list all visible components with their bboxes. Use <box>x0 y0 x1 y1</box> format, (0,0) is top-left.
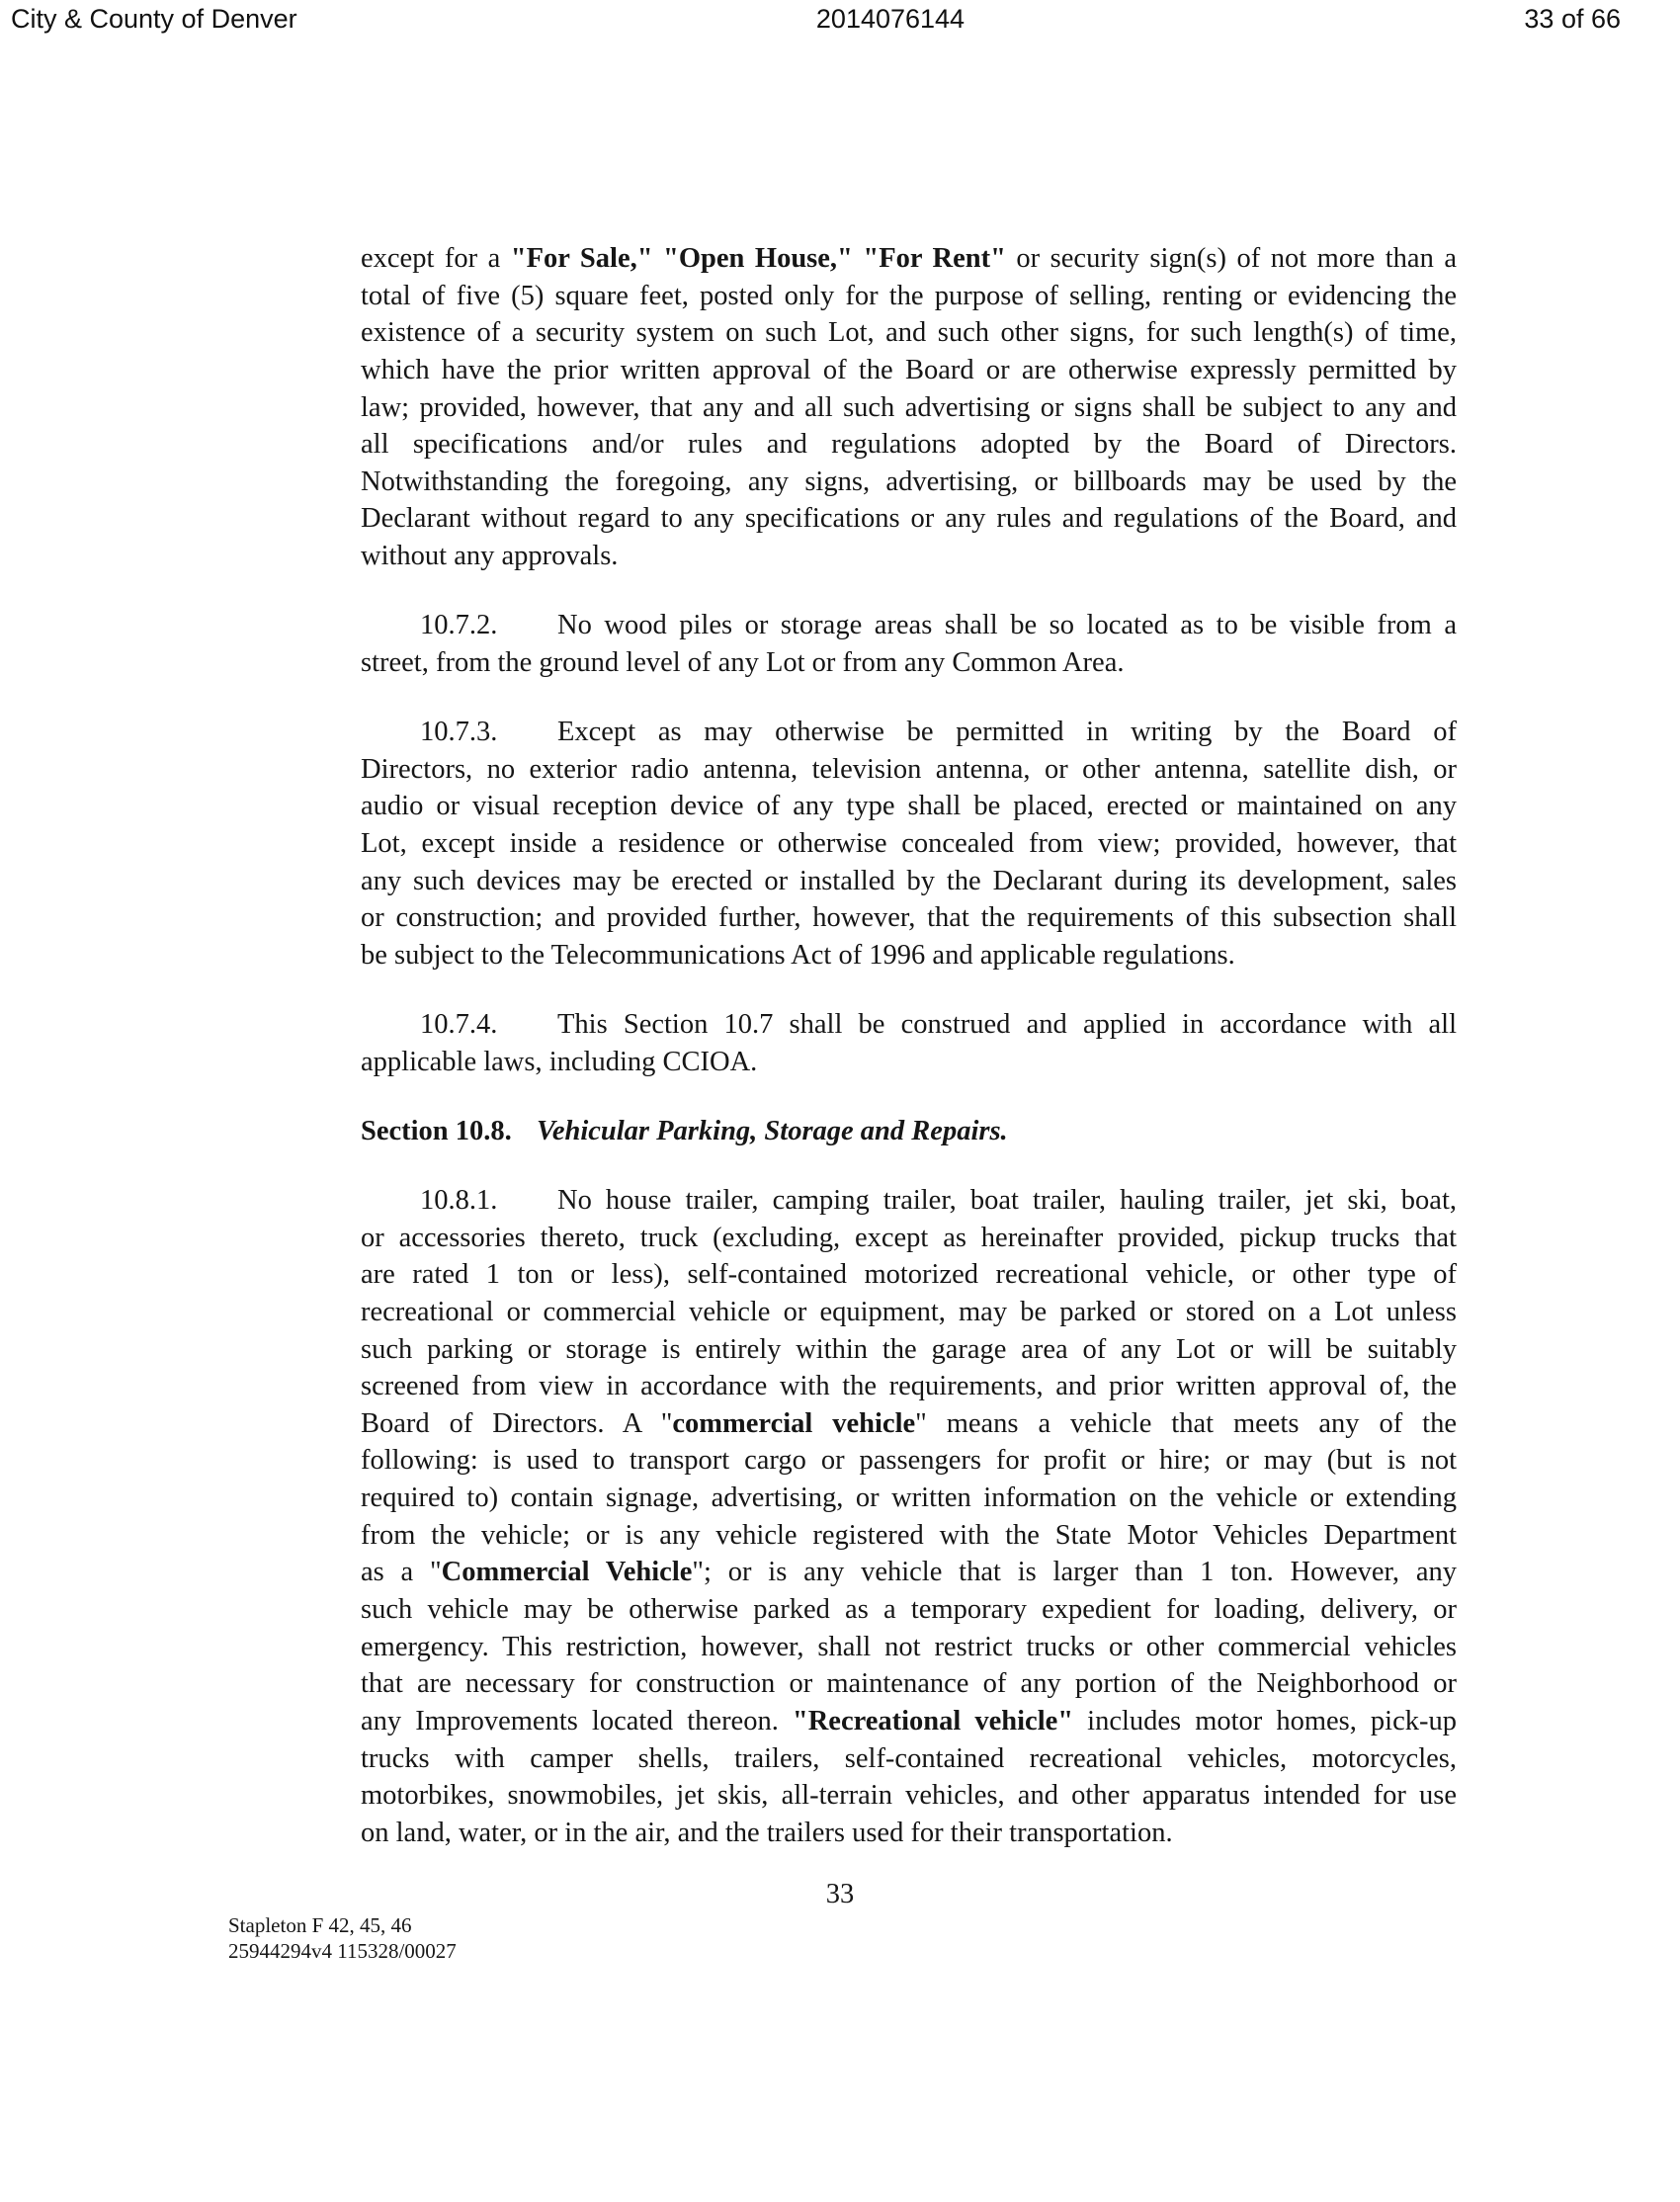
section-heading <box>361 1113 1457 1150</box>
text-line-body <box>557 607 1457 644</box>
text-run: as a " <box>361 1557 442 1588</box>
text-run: except for a <box>361 243 511 274</box>
paragraph-number: 10.8.1. <box>420 1184 498 1216</box>
text-line <box>361 464 1457 501</box>
text-line <box>361 1256 1457 1294</box>
text-run: screened from view in accordance with the requirements, and prior written approval of, the <box>361 1371 1457 1402</box>
reception-number: 2014076144 <box>815 4 966 34</box>
jurisdiction-label: City & County of Denver <box>11 4 297 34</box>
text-line <box>361 1442 1457 1480</box>
text-line <box>361 1517 1457 1555</box>
text-line <box>361 538 1457 575</box>
text-run: required to) contain signage, advertising, or written information on the vehicle or extending <box>361 1482 1457 1514</box>
section-heading-line <box>361 1113 1457 1150</box>
defined-term: commercial vehicle <box>672 1407 916 1439</box>
text-run: existence of a security system on such Lot, and such other signs, for such length(s) of time, <box>361 317 1457 349</box>
text-line <box>361 1703 1457 1740</box>
text-run: that are necessary for construction or maintenance of any portion of the Neighborhood or <box>361 1668 1457 1700</box>
text-line <box>361 1405 1457 1443</box>
text-line <box>361 1740 1457 1778</box>
text-line <box>361 1629 1457 1666</box>
text-run: No house trailer, camping trailer, boat trailer, hauling trailer, jet ski, boat, <box>557 1184 1457 1216</box>
text-line <box>361 426 1457 464</box>
text-run: law; provided, however, that any and all such advertising or signs shall be subject to any and <box>361 391 1457 423</box>
document-body <box>361 240 1457 1851</box>
text-run: Directors, no exterior radio antenna, television antenna, or other antenna, satellite dish, or <box>361 753 1457 785</box>
text-run: applicable laws, including CCIOA. <box>361 1046 758 1077</box>
footer-line-docnumber: 25944294v4 115328/00027 <box>228 1938 457 1963</box>
text-run: such vehicle may be otherwise parked as a temporary expedient for loading, delivery, or <box>361 1594 1457 1625</box>
text-run: total of five (5) square feet, posted only for the purpose of selling, renting or evidencing the <box>361 280 1457 311</box>
text-line <box>361 714 1457 751</box>
text-run: motorbikes, snowmobiles, jet skis, all-terrain vehicles, and other apparatus intended for use <box>361 1780 1457 1812</box>
paragraph-number: 10.7.3. <box>420 717 498 748</box>
text-run: are rated 1 ton or less), self-contained motorized recreational vehicle, or other type of <box>361 1259 1457 1291</box>
paragraph-10-7-3 <box>361 714 1457 974</box>
paragraph-10-7-2 <box>361 607 1457 681</box>
text-run: or accessories thereto, truck (excluding, except as hereinafter provided, pickup trucks that <box>361 1222 1457 1253</box>
text-run: without any approvals. <box>361 541 619 572</box>
text-run: such parking or storage is entirely within the garage area of any Lot or will be suitably <box>361 1333 1457 1365</box>
text-line <box>361 314 1457 352</box>
page-number: 33 <box>825 1879 855 1909</box>
text-line <box>361 788 1457 825</box>
section-label: Section 10.8. <box>361 1115 512 1146</box>
text-line <box>361 1777 1457 1815</box>
paragraph-number: 10.7.4. <box>420 1009 498 1041</box>
footer-document-id <box>228 1913 457 1964</box>
text-run: No wood piles or storage areas shall be so located as to be visible from a <box>557 610 1457 641</box>
text-line <box>361 1294 1457 1331</box>
text-line <box>361 863 1457 900</box>
text-run: any Improvements located thereon. <box>361 1705 793 1736</box>
text-line <box>361 389 1457 427</box>
text-line <box>361 1044 1457 1081</box>
paragraph-continued <box>361 240 1457 575</box>
text-line <box>361 607 1457 644</box>
text-run: which have the prior written approval of the Board or are otherwise expressly permitted by <box>361 354 1457 385</box>
text-line <box>361 278 1457 315</box>
text-run: on land, water, or in the air, and the trailers used for their transportation. <box>361 1817 1173 1848</box>
text-line <box>361 352 1457 389</box>
text-run: Board of Directors. A " <box>361 1407 673 1439</box>
text-run: street, from the ground level of any Lot or from any Common Area. <box>361 646 1125 678</box>
text-line <box>361 1331 1457 1369</box>
text-run: emergency. This restriction, however, shall not restrict trucks or other commercial vehicles <box>361 1631 1457 1662</box>
text-line <box>361 899 1457 937</box>
text-run: or security sign(s) of not more than a <box>1005 243 1457 274</box>
text-line <box>361 1220 1457 1257</box>
text-run: Lot, except inside a residence or otherwise concealed from view; provided, however, that <box>361 827 1457 859</box>
text-line-body <box>557 1006 1457 1044</box>
text-run: following: is used to transport cargo or passengers for profit or hire; or may (but is not <box>361 1445 1457 1477</box>
text-run: trucks with camper shells, trailers, self-contained recreational vehicles, motorcycles, <box>361 1742 1457 1774</box>
text-line <box>361 1368 1457 1405</box>
paragraph-10-8-1 <box>361 1182 1457 1852</box>
paragraph-10-7-4 <box>361 1006 1457 1080</box>
text-run: This Section 10.7 shall be construed and applied in accordance with all <box>557 1009 1457 1041</box>
text-line <box>361 1591 1457 1629</box>
text-line-body <box>557 714 1457 751</box>
text-line <box>361 1480 1457 1517</box>
section-title: Vehicular Parking, Storage and Repairs. <box>537 1115 1008 1146</box>
defined-term: "For Sale," "Open House," "For Rent" <box>510 243 1006 274</box>
text-run: audio or visual reception device of any type shall be placed, erected or maintained on any <box>361 791 1457 822</box>
footer-line-project: Stapleton F 42, 45, 46 <box>228 1913 412 1937</box>
text-line <box>361 751 1457 789</box>
text-run: Declarant without regard to any specifications or any rules and regulations of the Board, and <box>361 503 1457 535</box>
text-line <box>361 1182 1457 1220</box>
text-run: or construction; and provided further, however, that the requirements of this subsection shall <box>361 902 1457 934</box>
text-line <box>361 240 1457 278</box>
text-run: any such devices may be erected or installed by the Declarant during its development, sales <box>361 865 1457 896</box>
paragraph-number: 10.7.2. <box>420 610 498 641</box>
text-run: recreational or commercial vehicle or equipment, may be parked or stored on a Lot unless <box>361 1296 1457 1327</box>
defined-term: Commercial Vehicle <box>441 1557 693 1588</box>
text-run: Except as may otherwise be permitted in writing by the Board of <box>557 717 1457 748</box>
text-line <box>361 1554 1457 1591</box>
text-line <box>361 825 1457 863</box>
page-count: 33 of 66 <box>1524 4 1621 34</box>
text-run: from the vehicle; or is any vehicle registered with the State Motor Vehicles Department <box>361 1519 1457 1551</box>
text-line-body <box>557 1182 1457 1220</box>
text-run: "; or is any vehicle that is larger than 1 ton. However, any <box>692 1557 1457 1588</box>
text-line <box>361 1815 1457 1852</box>
text-line <box>361 644 1457 682</box>
text-run: all specifications and/or rules and regulations adopted by the Board of Directors. <box>361 429 1457 461</box>
text-run: includes motor homes, pick-up <box>1073 1705 1457 1736</box>
text-run: Notwithstanding the foregoing, any signs, advertising, or billboards may be used by the <box>361 466 1457 497</box>
text-run: " means a vehicle that meets any of the <box>915 1407 1457 1439</box>
defined-term: "Recreational vehicle" <box>792 1705 1074 1736</box>
text-line <box>361 500 1457 538</box>
text-run: be subject to the Telecommunications Act of 1996 and applicable regulations. <box>361 939 1235 971</box>
text-line <box>361 1006 1457 1044</box>
text-line <box>361 937 1457 974</box>
text-line <box>361 1665 1457 1703</box>
